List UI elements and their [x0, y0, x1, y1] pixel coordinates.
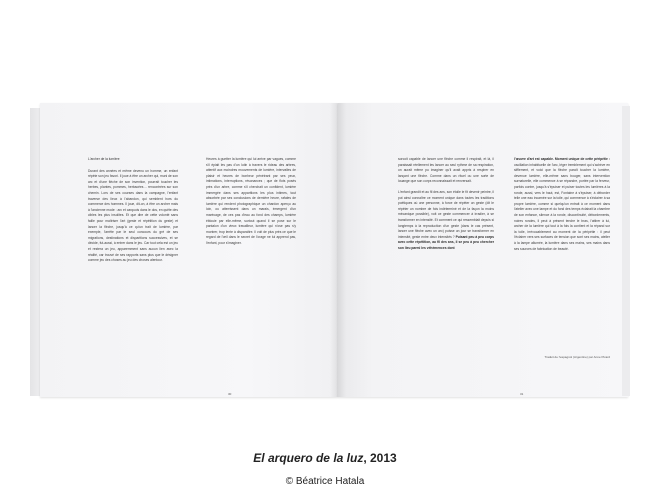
page-number-right: 31: [520, 392, 524, 396]
column-text-bold: Puisant peu à peu corps avec cette répétition, au fil des ans, il se peu à peu chercher son lieu parmi les véhémences dont: [398, 234, 494, 250]
work-year: , 2013: [363, 451, 397, 465]
right-page-column-1: [398, 157, 494, 357]
column-text: L'enfant grandit et au fil des ans, son étoile le fit devenir peintre, il put ainsi connaître ce moment unique dans toutes les traditions poétiques où une personne, à force de répéter un geste (dit le répéter un nombre de fois indéterminé et de la façon la moins mécanique possible), voit ce geste commencer à irradier, à se transformer en intensité. Et comment ce qui ressemblait depuis si longtemps à la reproduction d'un geste (dans le cas présent, lancer une flèche avec un arc) puisse un jour se transformer en intensité, geste entre deux intensités ?: [398, 189, 494, 239]
work-title: El arquero de la luz: [253, 451, 364, 465]
column-text: Heures à guetter la lumière qui lui arrive par vagues, comme s'il épiait les pas d'un lutin à travers le rideau des arbres, attentif aux moindres mouvements de lumière, intervalles de plaisir et heures de bonheur pénétrant par ses yeux, intimations, interruptions, résonances ; que de flots posés près d'un arbre, comme s'il cherchait un confident, lumière immergée dans ses apparitions les plus intimes, tout absorbée par ses conclusions de dernière heure, rafales de lumière qui rendent photographique un chardon aperçu au loin, ou atterrissent dans un marais, émergent d'un marécage, de ces pas d'eau au fond des champs, lumière éblouie par elle-même, surtout quand il se pose sur le pantalon d'un vieux travailleur, lumière qui n'ose pas s'y montrer, trop lente à disparaître. Il voit de plus près ce que le regard de l'œil dans le secret de l'orage ne lui apprend pas, l'enfant, pour s'imaginer.: [206, 157, 296, 245]
image-caption: [0, 451, 650, 465]
left-page-column-1: [88, 157, 178, 357]
open-book: [30, 100, 630, 402]
book-gutter: [330, 103, 346, 397]
page-number-left: 30: [228, 392, 232, 396]
left-page: [40, 103, 338, 397]
section-heading: L'archer de la lumière: [88, 157, 120, 161]
translator-credit: Traduit de l'espagnol (Argentine) par Anne Picard: [544, 355, 610, 359]
right-page: [338, 103, 628, 397]
column-text: sorcoit capable de lancer une flèche comme il respirait, et là, il paraissait réellement les lancer au seul rythme de sa respiration, on aurait même pu imaginer qu'il avait appris à respirer en lançant une flèche. Comme dans un rituel ou une sorte de louange que son corps reconnaissait et renversait.: [398, 157, 494, 184]
left-page-column-2: [206, 157, 296, 357]
column-text: Durant des années et même devenu un homme, un enfant répète son jeu favori. Il joue à être un archer qui, muni de son arc et d'une flèche de son invention, pourrait toucher les herbes, plantes, pommes, herbacées… rencontrées sur son chemin. Lors de ses courses dans la campagne, l'enfant traverse des lieux à l'abandon, qui semblent hors du commerce des hommes. Il joue, dit-on, à être un archer mais à l'ancienne mode : arc et carquois dans le dos, en quête des cibles les plus insolites. Et que dire de cette volonté sans faille pour maîtriser l'art (geste et répétition du geste) et lancer la flèche, jusqu'à ce qu'un trait de lumière, par exemple, l'arrête par le seul concours du gré de ses migrations, destinations et disparitions successives, et se décide, fut-aussi, à entrer dans le jeu. Car tout cela est un jeu et restera un jeu, apparemment sans aucun lien avec la réalité, car trouvé de ses rapports sans plus que le désigner comme jeu des choses au jeu des choses alentour.: [88, 168, 178, 263]
right-page-column-2: [514, 157, 610, 357]
column-text-bold: l'œuvre d'art est capable. Moment unique de cette péripétie :: [514, 157, 610, 161]
page-edges-right: [622, 106, 630, 396]
column-text: oscillation inhabituelle de l'arc, léger tremblement qui s'achève en sifflement, et voici que la flèche paraît toucher la lumière, devenue lumière, elle-même sans bouger, sans intervention surnaturelle, elle commence à se répandre, portée par la ferveur, parfois contre, jusqu'à s'épuiser et puiser toutes les lumières à la ronde, aussi, vers le haut, est, Fontaine à s'épuiser, à déborder telle une eau incarnée sur la toile, qui commence à s'éclairer à sa propre lumière, comme si quelqu'un entrait à ce moment dans l'atelier avec une lampe et du fond des temps éclairait la chambre de son enfance, silence à la ronde, discontinuité, débordements, noires rondes, il peut à présent tendre le bras, l'attirer à lui, archer de la lumière qui tout à la fois la contient et la répand sur la toile, irrévocablement au moment de la péripétie : il peut l'éclairer vers ses surfaces de tension que sont ses mains, atelier à la lampe allumée, la lumière dans ses mains, ses mains dans ses sources de fabrication de beauté.: [514, 162, 610, 251]
copyright-notice: © Béatrice Hatala: [285, 476, 365, 487]
